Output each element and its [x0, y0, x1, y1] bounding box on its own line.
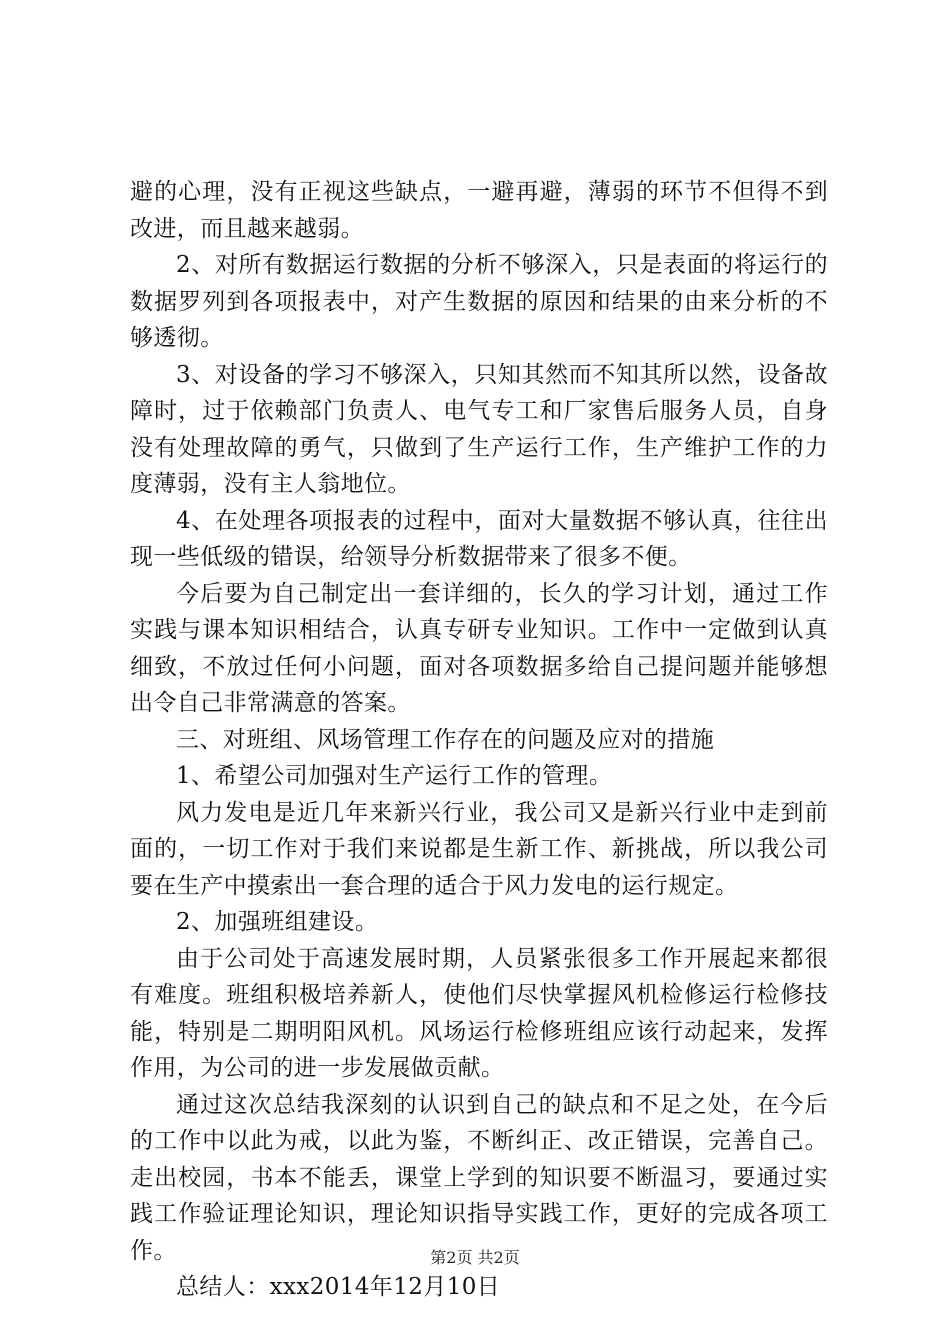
paragraph-7: 1、希望公司加强对生产运行工作的管理。: [176, 763, 613, 789]
signature-line: 总结人：xxx2014年12月10日: [176, 1274, 501, 1300]
paragraph-5: 今后要为自己制定出一套详细的，长久的学习计划，通过工作实践与课本知识相结合，认真专研专业知识。工作中一定做到认真细致，不放过任何小问题，面对各项数据多给自己提问题并能够想出令自己非常满意的答案。: [130, 580, 828, 716]
paragraph-2: 2、对所有数据运行数据的分析不够深入，只是表面的将运行的数据罗列到各项报表中，对产生数据的原因和结果的由来分析的不够透彻。: [130, 252, 828, 351]
paragraph-4: 4、在处理各项报表的过程中，面对大量数据不够认真，往往出现一些低级的错误，给领导分析数据带来了很多不便。: [130, 507, 828, 570]
document-body: [130, 174, 828, 1306]
paragraph-1: 避的心理，没有正视这些缺点，一避再避，薄弱的环节不但得不到改进，而且越来越弱。: [130, 179, 828, 242]
page-footer: 第2页 共2页: [430, 1248, 520, 1267]
paragraph-10: 由于公司处于高速发展时期，人员紧张很多工作开展起来都很有难度。班组积极培养新人，使他们尽快掌握风机检修运行检修技能，特别是二期明阳风机。风场运行检修班组应该行动起来，发挥作用，为公司的进一步发展做贡献。: [130, 945, 828, 1081]
paragraph-8: 风力发电是近几年来新兴行业，我公司又是新兴行业中走到前面的，一切工作对于我们来说都是生新工作、新挑战，所以我公司要在生产中摸索出一套合理的适合于风力发电的运行规定。: [130, 799, 828, 899]
section-heading: 三、对班组、风场管理工作存在的问题及应对的措施: [176, 726, 715, 753]
paragraph-3: 3、对设备的学习不够深入，只知其然而不知其所以然，设备故障时，过于依赖部门负责人、电气专工和厂家售后服务人员，自身没有处理故障的勇气，只做到了生产运行工作，生产维护工作的力度薄弱，没有主人翁地位。: [130, 361, 828, 497]
paragraph-11: 通过这次总结我深刻的认识到自己的缺点和不足之处，在今后的工作中以此为戒，以此为鉴，不断纠正、改正错误，完善自己。走出校园，书本不能丢，课堂上学到的知识要不断温习，要通过实践工作验证理论知识，理论知识指导实践工作，更好的完成各项工作。: [130, 1091, 828, 1264]
paragraph-9: 2、加强班组建设。: [176, 909, 379, 935]
